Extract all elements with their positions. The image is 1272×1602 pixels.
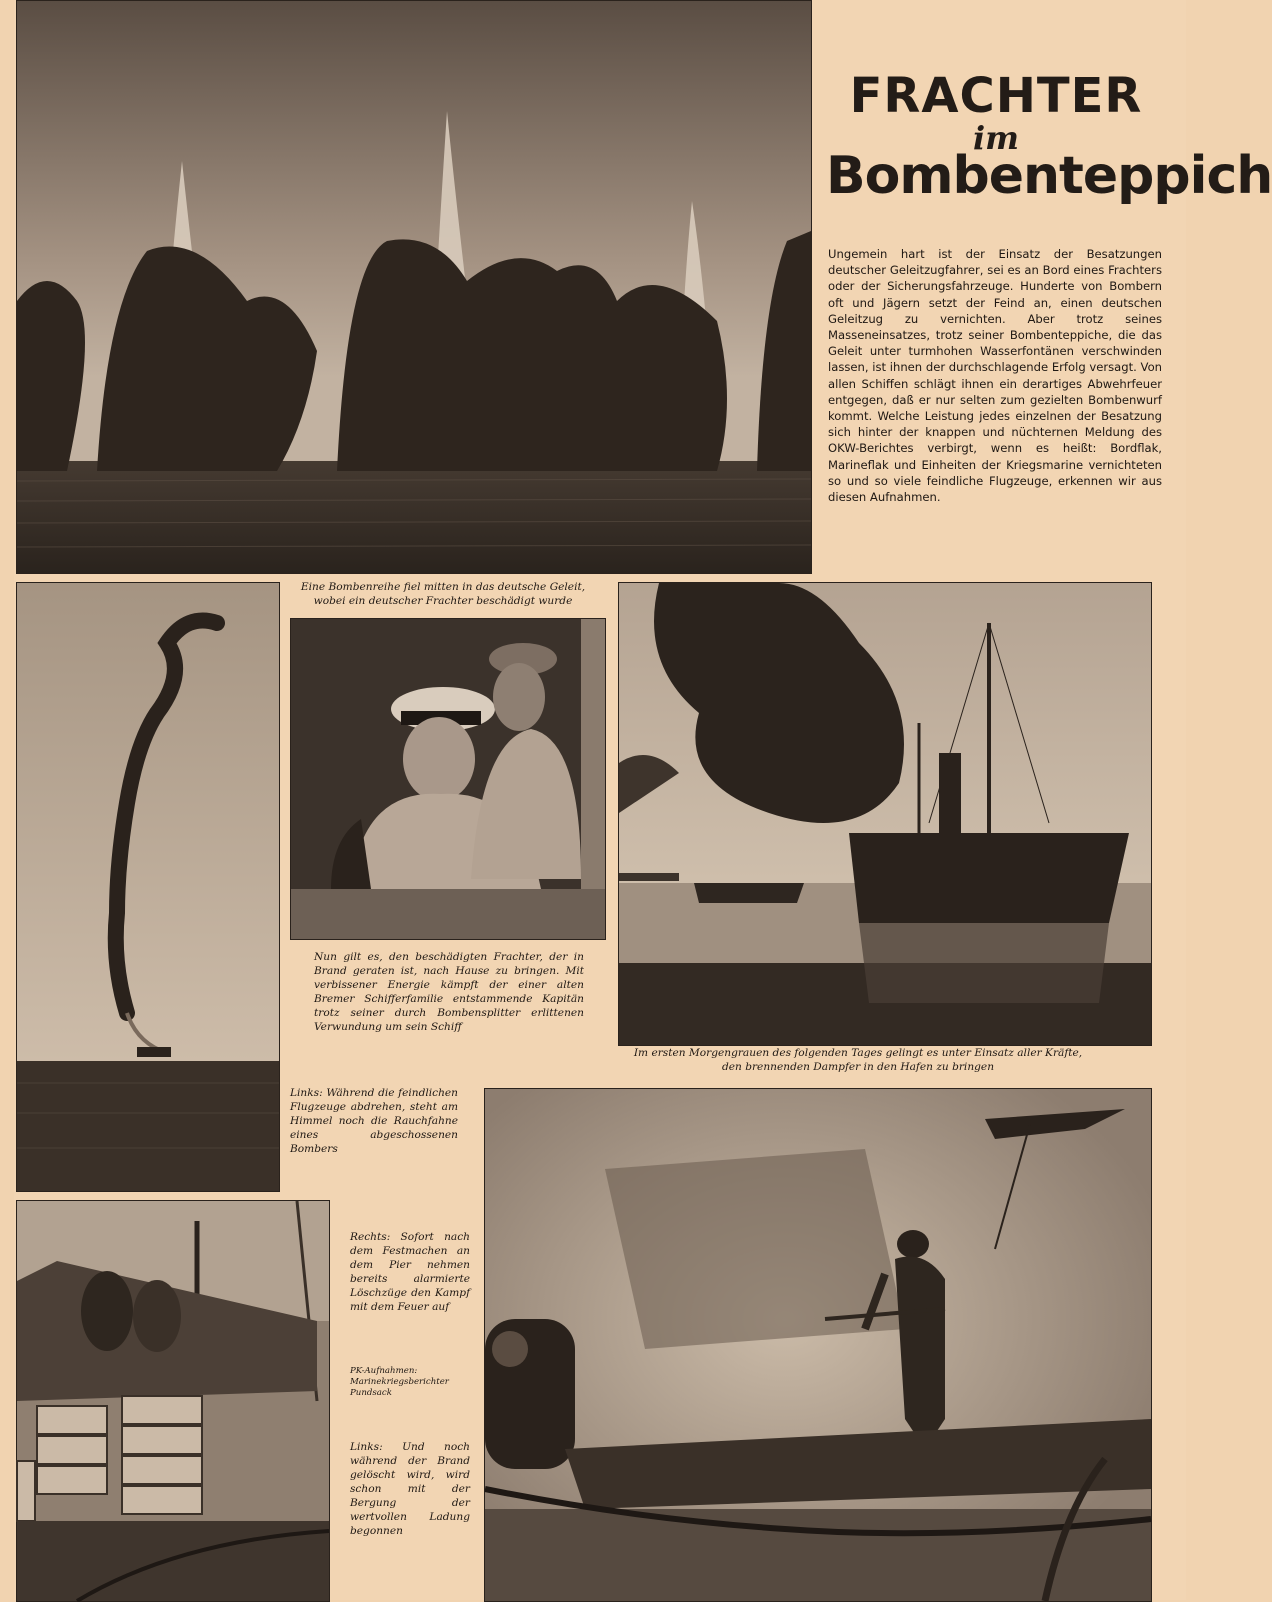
article-title (826, 68, 1272, 206)
magazine-page (14, 0, 1272, 1600)
photo-captain (290, 618, 606, 940)
caption-right-fire: Rechts: Sofort nach dem Festmachen an dem Pier nehmen bereits alarmierte Löschzüge den Kampf mit dem Feuer auf (350, 1231, 470, 1313)
photo-smoke-trail (16, 582, 280, 1192)
title-line-im: im (972, 119, 1019, 157)
photo-fire-fighting (484, 1088, 1152, 1602)
caption-bomb-row: Eine Bombenreihe fiel mitten in das deutsche Geleit, wobei ein deutscher Frachter beschädigt wurde (300, 581, 586, 607)
photo-burning-ship (618, 582, 1152, 1046)
title-line-bombenteppich: Bombenteppich (826, 146, 1272, 206)
caption-left-smoke: Links: Während die feindlichen Flugzeuge abdrehen, steht am Himmel noch die Rauchfahne eines abgeschossenen Bombers (290, 1087, 458, 1155)
photo-credit: PK-Aufnahmen: Marinekriegsberichter Pundsack (350, 1366, 449, 1398)
title-line-frachter: FRACHTER (849, 68, 1143, 124)
caption-left-cargo: Links: Und noch während der Brand gelöscht wird, wird schon mit der Bergung der wertvollen Ladung begonnen (350, 1441, 470, 1537)
photo-cargo-unloading (16, 1200, 330, 1602)
intro-text: Ungemein hart ist der Einsatz der Besatzungen deutscher Geleitzugfahrer, sei es an Bord eines Frachters oder der Sicherungsfahrzeuge. Hunderte von Bombern oft und Jägern setzt der Feind an, einen deutschen Geleitzug zu vernichten. Aber trotz seines Masseneinsatzes, trotz seiner Bombenteppiche, die das Geleit unter turmhohen Wasserfontänen verschwinden lassen, ist ihnen der durchschlagende Erfolg versagt. Von allen Schiffen schlägt ihnen ein derartiges Abwehrfeuer entgegen, daß er nur selten zum gezielten Bombenwurf kommt. Welche Leistung jedes einzelnen der Besatzung sich hinter der knappen und nüchternen Meldung des OKW-Berichtes verbirgt, wenn es heißt: Bordflak, Marineflak und Einheiten der Kriegsmarine vernichteten so und so viele feindliche Flugzeuge, erkennen wir aus diesen Aufnahmen. (828, 247, 1163, 505)
caption-dawn: Im ersten Morgengrauen des folgenden Tages gelingt es unter Einsatz aller Kräfte, den brennenden Dampfer in den Hafen zu bringen (633, 1047, 1083, 1073)
photo-bomb-explosions (16, 0, 812, 574)
caption-captain: Nun gilt es, den beschädigten Frachter, der in Brand geraten ist, nach Hause zu bringen. Mit verbissener Energie kämpft der einer alten Bremer Schifferfamilie entstammende Kapitän trotz seiner durch Bombensplitter erlittenen Verwundung um sein Schiff (314, 951, 584, 1033)
